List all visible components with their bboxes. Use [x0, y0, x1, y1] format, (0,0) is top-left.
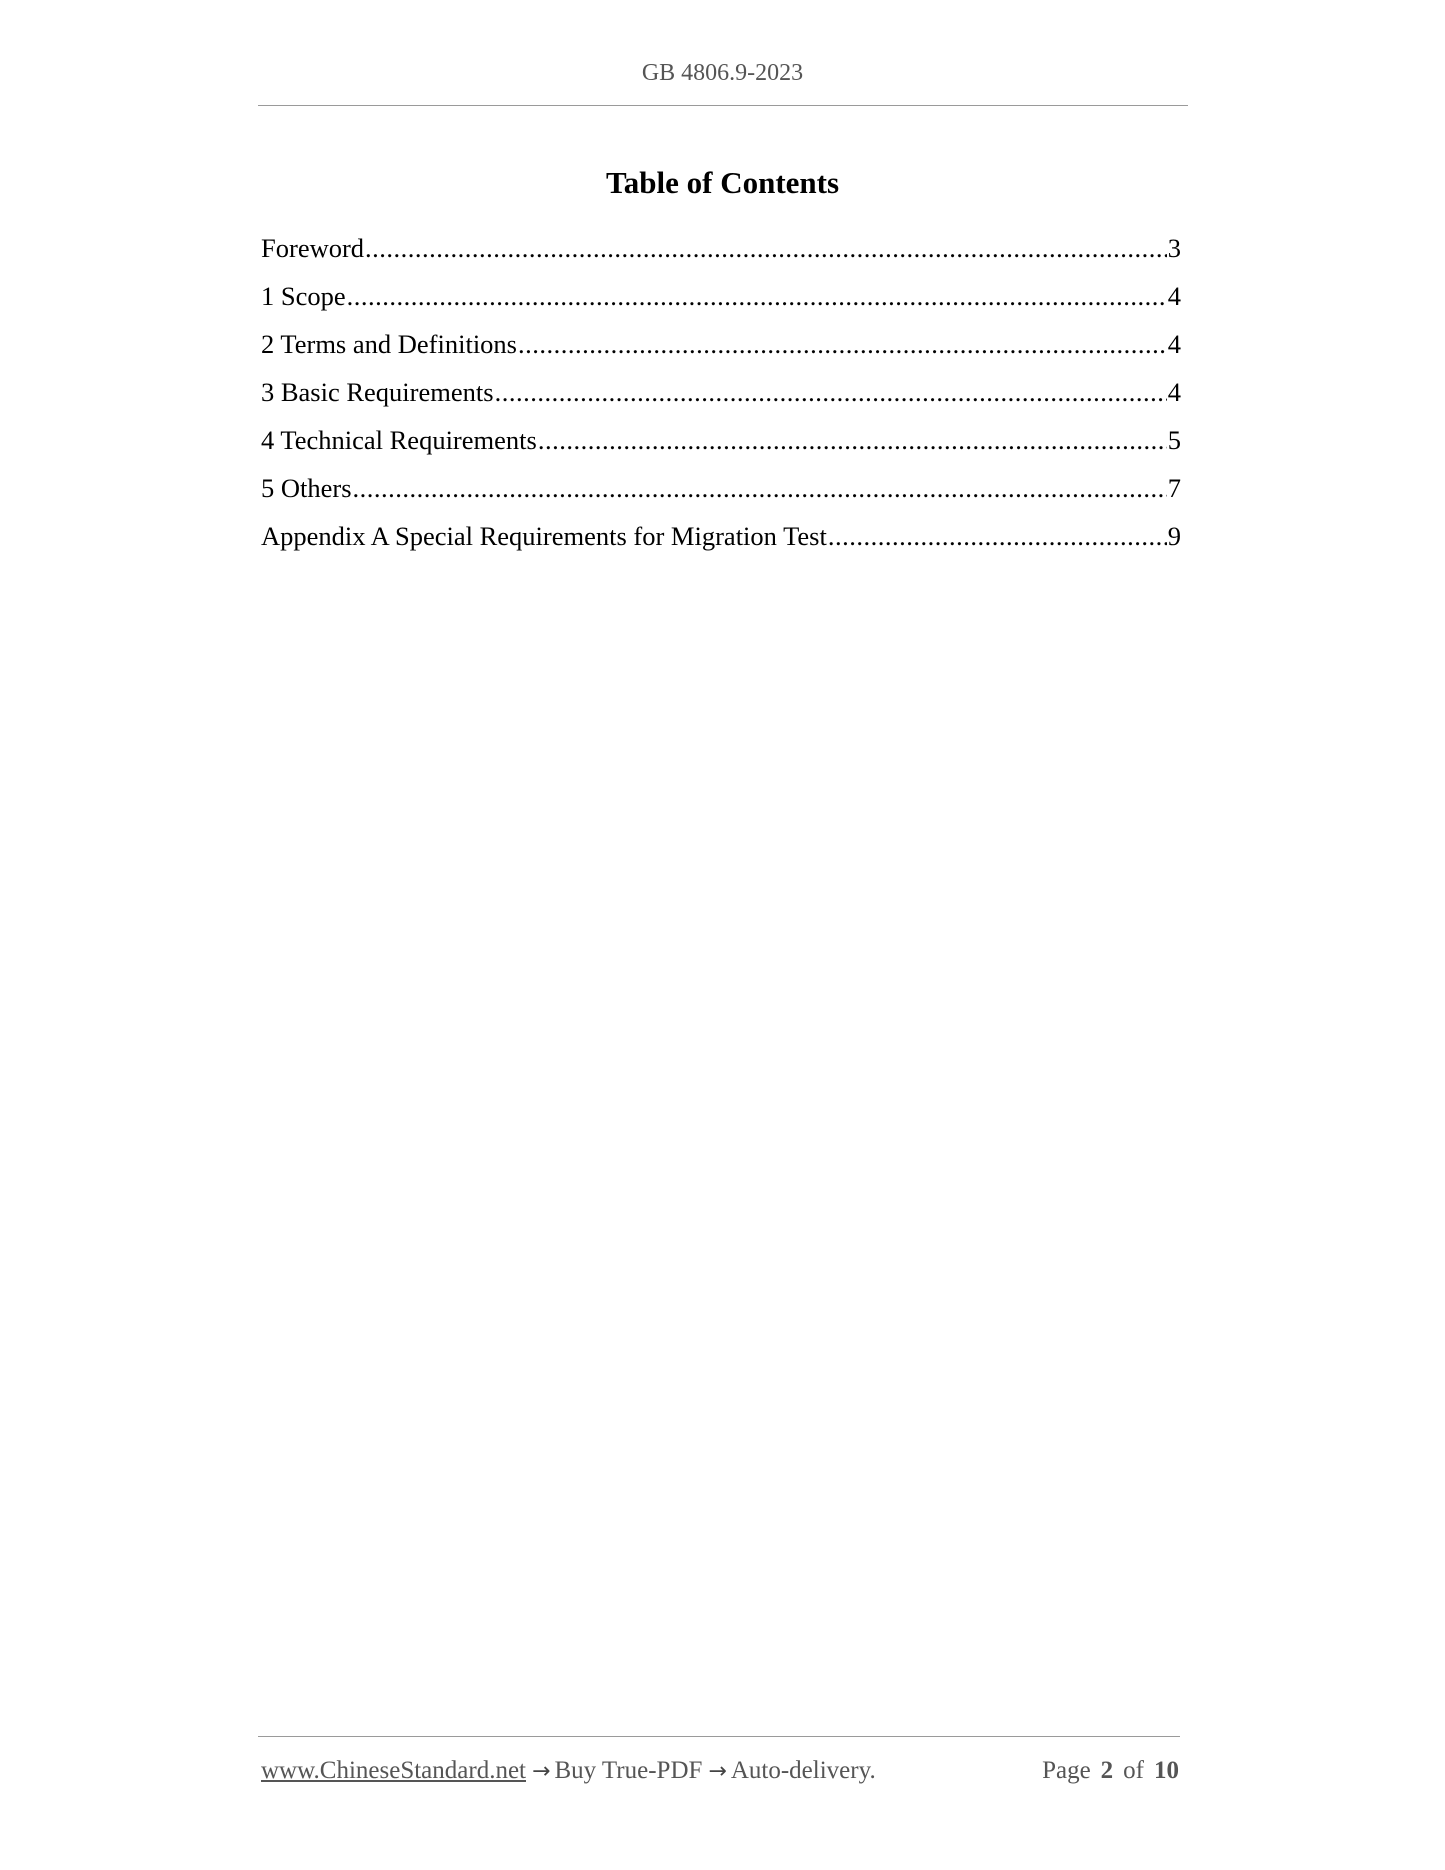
footer-promo	[261, 1754, 876, 1789]
toc-entry-label: 1 Scope	[261, 281, 346, 311]
toc-entry-page: 4	[1167, 377, 1181, 407]
toc-entry-label: 5 Others	[261, 473, 352, 503]
toc-entry[interactable]	[261, 468, 1181, 516]
toc-dot-leader	[828, 516, 1167, 556]
toc-entry-page: 9	[1167, 521, 1181, 551]
document-header: GB 4806.9-2023	[641, 60, 804, 86]
footer-divider	[258, 1736, 1180, 1737]
toc-dot-leader	[538, 420, 1167, 460]
footer-step-buy: Buy True-PDF	[554, 1757, 703, 1784]
footer-step-delivery: Auto-delivery.	[730, 1757, 876, 1784]
toc-entry[interactable]	[261, 372, 1181, 420]
toc-entry[interactable]	[261, 516, 1181, 564]
page-word: Page	[1042, 1757, 1091, 1784]
toc-dot-leader	[347, 276, 1167, 316]
toc-entry-label: Foreword	[261, 233, 365, 263]
toc-dot-leader	[365, 228, 1167, 268]
page-footer	[261, 1754, 1179, 1788]
toc-entry-label: 4 Technical Requirements	[261, 425, 537, 455]
site-link[interactable]: www.ChineseStandard.net	[261, 1757, 526, 1784]
header-divider	[258, 105, 1188, 106]
toc-entry-page: 5	[1167, 425, 1181, 455]
current-page-number: 2	[1100, 1757, 1114, 1784]
toc-dot-leader	[353, 468, 1167, 508]
toc-dot-leader	[495, 372, 1167, 412]
toc-entry[interactable]	[261, 228, 1181, 276]
toc-entry-page: 3	[1167, 233, 1181, 263]
toc-title: Table of Contents	[605, 165, 840, 200]
right-arrow-icon: →	[708, 1759, 727, 1784]
toc-list	[261, 228, 1181, 564]
toc-entry-label: 3 Basic Requirements	[261, 377, 494, 407]
toc-entry-label: Appendix A Special Requirements for Migration Test	[261, 521, 827, 551]
total-pages-number: 10	[1154, 1757, 1179, 1784]
page-indicator	[1042, 1754, 1179, 1788]
right-arrow-icon: →	[532, 1759, 551, 1784]
of-word: of	[1123, 1757, 1144, 1784]
toc-entry-label: 2 Terms and Definitions	[261, 329, 517, 359]
toc-entry[interactable]	[261, 276, 1181, 324]
toc-entry-page: 4	[1167, 329, 1181, 359]
toc-entry[interactable]	[261, 324, 1181, 372]
toc-entry-page: 4	[1167, 281, 1181, 311]
toc-entry-page: 7	[1167, 473, 1181, 503]
toc-entry[interactable]	[261, 420, 1181, 468]
toc-dot-leader	[518, 324, 1167, 364]
